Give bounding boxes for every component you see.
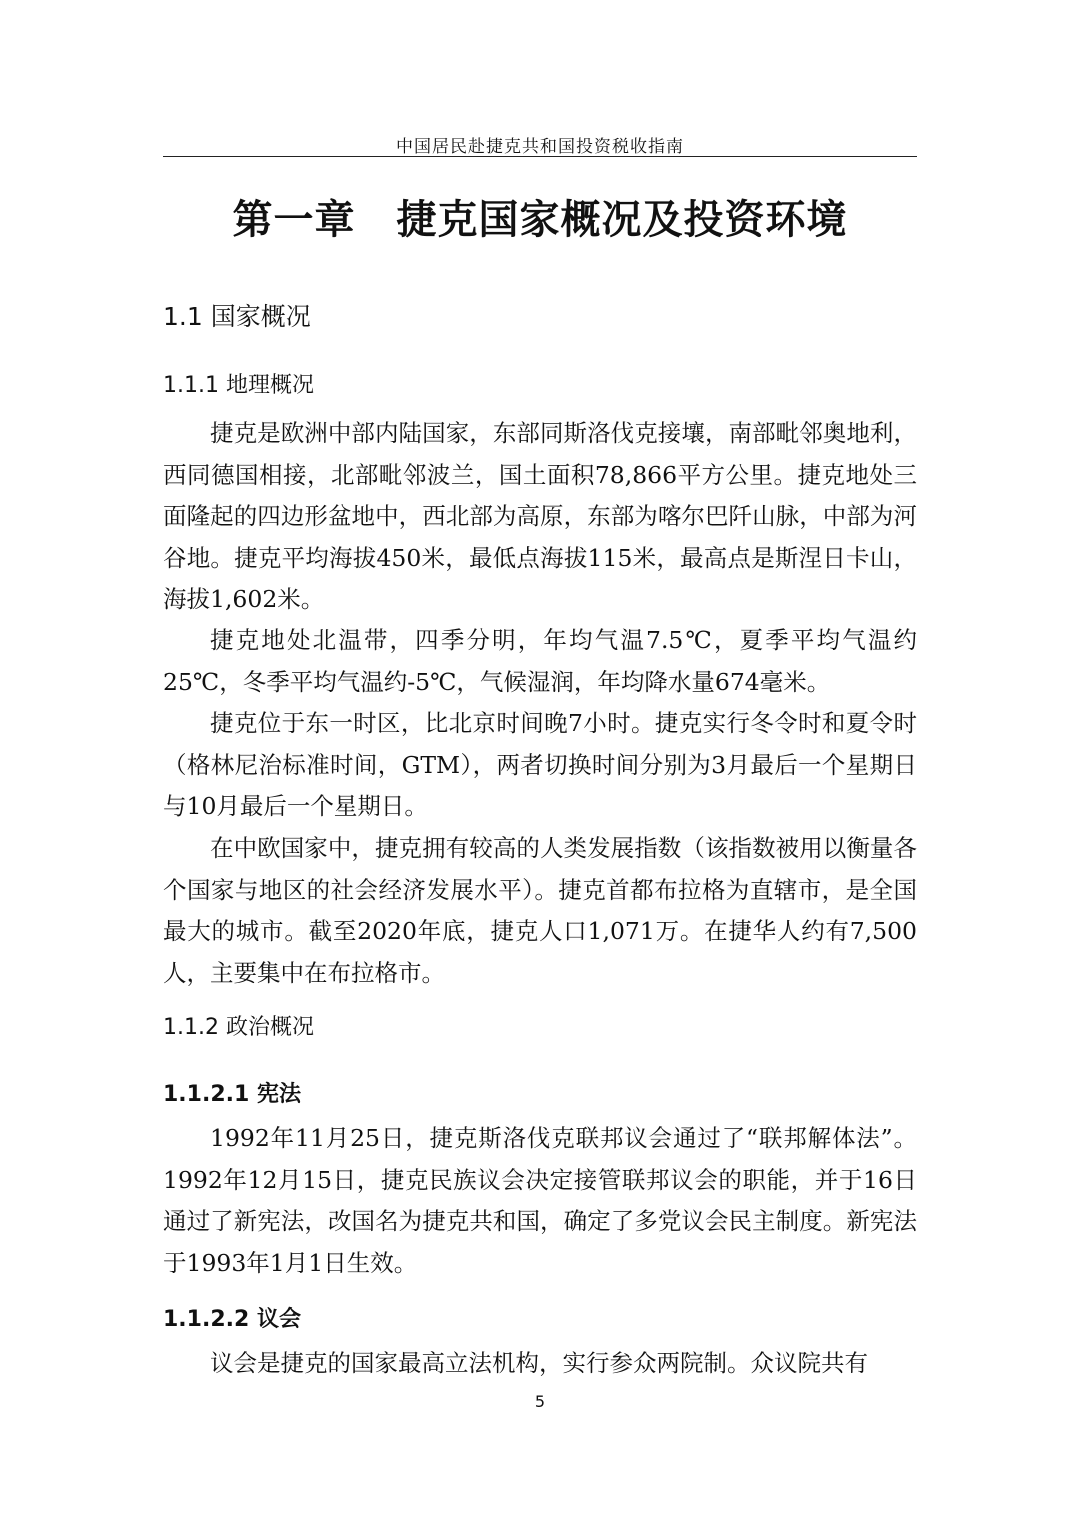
paragraph-timezone: 捷克位于东一时区，比北京时间晚7小时。捷克实行冬令时和夏令时（格林尼治标准时间，GTM），两者切换时间分别为3月最后一个星期日与10月最后一个星期日。 xyxy=(163,709,917,820)
paragraph-geography: 捷克是欧洲中部内陆国家，东部同斯洛伐克接壤，南部毗邻奥地利，西同德国相接，北部毗邻波兰，国土面积78,866平方公里。捷克地处三面隆起的四边形盆地中，西北部为高原，东部为喀尔巴阡山脉，中部为河谷地。捷克平均海拔450米，最低点海拔115米，最高点是斯涅日卡山，海拔1,602米。 xyxy=(163,419,917,613)
section-heading-1-1-2: 1.1.2 政治概况 xyxy=(163,1015,314,1040)
paragraph-climate: 捷克地处北温带，四季分明，年均气温7.5℃，夏季平均气温约25℃，冬季平均气温约-5℃，气候湿润，年均降水量674毫米。 xyxy=(163,626,917,696)
running-header: 中国居民赴捷克共和国投资税收指南 xyxy=(396,137,684,157)
header-rule xyxy=(163,156,917,157)
paragraph-constitution: 1992年11月25日，捷克斯洛伐克联邦议会通过了“联邦解体法”。1992年12月15日，捷克民族议会决定接管联邦议会的职能，并于16日通过了新宪法，改国名为捷克共和国，确定了多党议会民主制度。新宪法于1993年1月1日生效。 xyxy=(163,1124,917,1277)
page-number: 5 xyxy=(534,1392,546,1411)
section-heading-1-1-2-2: 1.1.2.2 议会 xyxy=(163,1307,301,1332)
section-heading-1-1-1: 1.1.1 地理概况 xyxy=(163,373,314,398)
paragraph-parliament: 议会是捷克的国家最高立法机构，实行参众两院制。众议院共有 xyxy=(210,1349,868,1377)
section-heading-1-1-2-1: 1.1.2.1 宪法 xyxy=(163,1082,301,1107)
chapter-title: 第一章 捷克国家概况及投资环境 xyxy=(232,197,848,243)
paragraph-population: 在中欧国家中，捷克拥有较高的人类发展指数（该指数被用以衡量各个国家与地区的社会经济发展水平）。捷克首都布拉格为直辖市，是全国最大的城市。截至2020年底，捷克人口1,071万。在捷华人约有7,500人，主要集中在布拉格市。 xyxy=(163,834,917,987)
section-heading-1-1: 1.1 国家概况 xyxy=(163,302,311,331)
